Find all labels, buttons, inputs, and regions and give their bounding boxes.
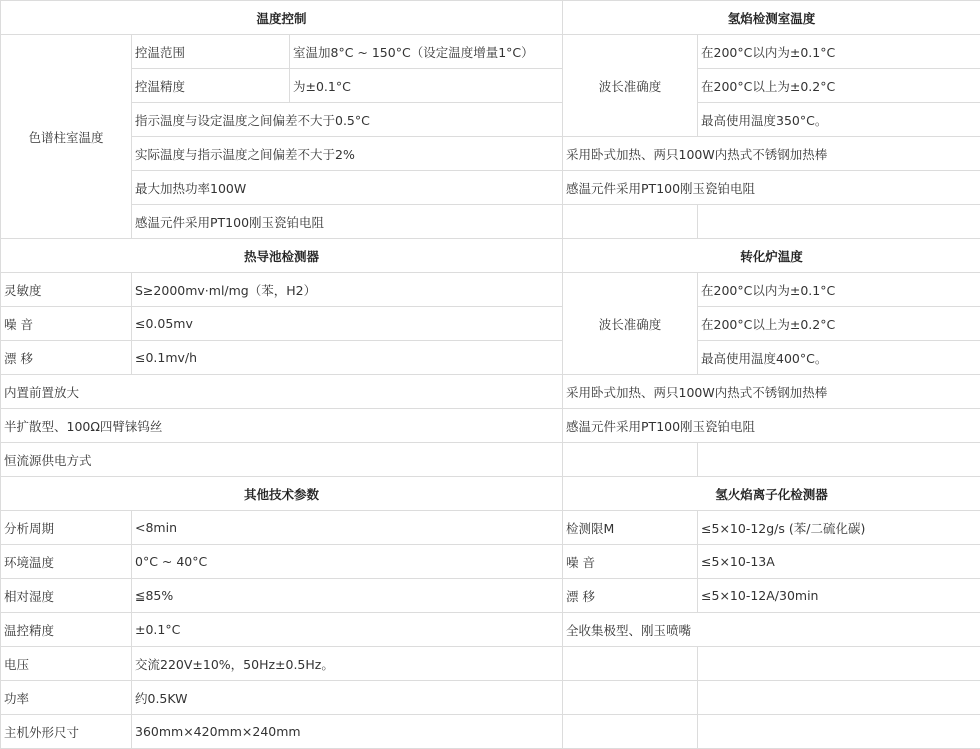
table-row [1,103,980,137]
other-row-label: 主机外形尺寸 [1,715,132,749]
tcd-row-value: ≤0.05mv [132,307,563,341]
fid-row-label: 漂 移 [563,579,698,613]
table-row [1,477,980,511]
section-header-other: 其他技术参数 [1,477,563,511]
tcd-row-label: 漂 移 [1,341,132,375]
converter-value-1: 在200°C以内为±0.1°C [698,273,980,307]
fid-chamber-label: 波长准确度 [563,35,698,137]
range-value: 室温加8°C ~ 150°C（设定温度增量1°C） [290,35,563,69]
empty-cell [698,443,980,477]
fid-chamber-note-2: 感温元件采用PT100刚玉瓷铂电阻 [563,171,980,205]
tcd-note-1: 内置前置放大 [1,375,563,409]
table-row [1,579,980,613]
other-row-value: 360mm×420mm×240mm [132,715,563,749]
table-row [1,341,980,375]
other-row-value: ±0.1°C [132,613,563,647]
table-row [1,69,980,103]
section-header-fid-chamber: 氢焰检测室温度 [563,1,980,35]
tcd-row-value: S≥2000mv·ml/mg（苯，H2） [132,273,563,307]
fid-chamber-value-1: 在200°C以内为±0.1°C [698,35,980,69]
temp-note-4: 感温元件采用PT100刚玉瓷铂电阻 [132,205,563,239]
table-row [1,375,980,409]
empty-cell [563,647,698,681]
fid-row-value: ≤5×10-13A [698,545,980,579]
converter-label: 波长准确度 [563,273,698,375]
section-header-temp-control: 温度控制 [1,1,563,35]
column-oven-label: 色谱柱室温度 [1,35,132,239]
converter-note-1: 采用卧式加热、两只100W内热式不锈钢加热棒 [563,375,980,409]
table-row [1,681,980,715]
empty-cell [563,443,698,477]
tcd-note-2: 半扩散型、100Ω四臂铼钨丝 [1,409,563,443]
empty-cell [698,715,980,749]
table-row [1,239,980,273]
other-row-label: 功率 [1,681,132,715]
table-row [1,35,980,69]
table-row [1,613,980,647]
tcd-row-label: 噪 音 [1,307,132,341]
fid-chamber-value-2: 在200°C以上为±0.2°C [698,69,980,103]
other-row-value: 0°C ~ 40°C [132,545,563,579]
table-row [1,1,980,35]
fid-row-value: ≤5×10-12A/30min [698,579,980,613]
fid-row-label: 检测限M [563,511,698,545]
empty-cell [563,681,698,715]
table-row [1,715,980,749]
empty-cell [563,205,698,239]
precision-label: 控温精度 [132,69,290,103]
empty-cell [698,647,980,681]
temp-note-3: 最大加热功率100W [132,171,563,205]
precision-value: 为±0.1°C [290,69,563,103]
table-row [1,545,980,579]
range-label: 控温范围 [132,35,290,69]
empty-cell [698,205,980,239]
other-row-label: 电压 [1,647,132,681]
other-row-value: 交流220V±10%，50Hz±0.5Hz。 [132,647,563,681]
tcd-note-3: 恒流源供电方式 [1,443,563,477]
converter-value-3: 最高使用温度400°C。 [698,341,980,375]
fid-chamber-value-3: 最高使用温度350°C。 [698,103,980,137]
temp-note-2: 实际温度与指示温度之间偏差不大于2% [132,137,563,171]
tcd-row-label: 灵敏度 [1,273,132,307]
other-row-label: 分析周期 [1,511,132,545]
table-row [1,307,980,341]
table-row [1,273,980,307]
section-header-tcd: 热导池检测器 [1,239,563,273]
other-row-label: 环境温度 [1,545,132,579]
fid-row-label: 噪 音 [563,545,698,579]
other-row-value: 约0.5KW [132,681,563,715]
other-row-label: 相对湿度 [1,579,132,613]
other-row-label: 温控精度 [1,613,132,647]
table-row [1,137,980,171]
empty-cell [563,715,698,749]
table-row [1,171,980,205]
section-header-converter: 转化炉温度 [563,239,980,273]
empty-cell [698,681,980,715]
table-row [1,409,980,443]
other-row-value: <8min [132,511,563,545]
fid-chamber-note-1: 采用卧式加热、两只100W内热式不锈钢加热棒 [563,137,980,171]
table-row [1,647,980,681]
converter-value-2: 在200°C以上为±0.2°C [698,307,980,341]
table-row [1,205,980,239]
converter-note-2: 感温元件采用PT100刚玉瓷铂电阻 [563,409,980,443]
temp-note-1: 指示温度与设定温度之间偏差不大于0.5°C [132,103,563,137]
tcd-row-value: ≤0.1mv/h [132,341,563,375]
table-row [1,443,980,477]
fid-note-1: 全收集极型、刚玉喷嘴 [563,613,980,647]
table-row [1,511,980,545]
section-header-fid: 氢火焰离子化检测器 [563,477,980,511]
fid-row-value: ≤5×10-12g/s (苯/二硫化碳) [698,511,980,545]
other-row-value: ≦85% [132,579,563,613]
